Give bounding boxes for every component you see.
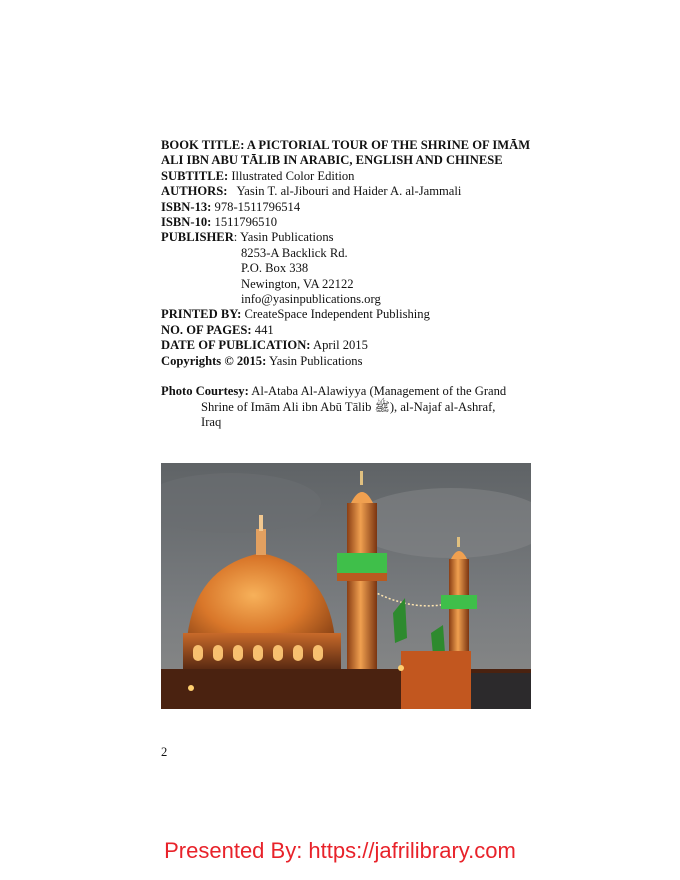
address-line: 8253-A Backlick Rd.	[241, 245, 348, 260]
printed-by-row: PRINTED BY: CreateSpace Independent Publishing	[161, 307, 430, 322]
page-number: 2	[161, 745, 168, 759]
authors-row: AUTHORS: Yasin T. al-Jibouri and Haider A. al-Jammali	[161, 184, 462, 199]
isbn13-row: ISBN-13: 978-1511796514	[161, 199, 301, 214]
footer-watermark: Presented By: https://jafrilibrary.com	[164, 838, 516, 863]
address-line: Newington, VA 22122	[241, 276, 354, 291]
pages-row: NO. OF PAGES: 441	[161, 322, 274, 337]
publisher-row: PUBLISHER: Yasin Publications	[161, 230, 334, 245]
isbn10-row: ISBN-10: 1511796510	[161, 215, 278, 230]
photo-courtesy: Photo Courtesy: Al-Ataba Al-Alawiyya (Management of the Grand Shrine of Imām Ali ibn Abū Tālib ﷺ), al-Najaf al-Ashraf, Iraq	[161, 384, 507, 429]
copyright-row: Copyrights © 2015: Yasin Publications	[161, 353, 363, 368]
email-line: info@yasinpublications.org	[241, 292, 381, 307]
shrine-photo	[161, 463, 531, 709]
address-line: P.O. Box 338	[241, 261, 309, 276]
date-row: DATE OF PUBLICATION: April 2015	[161, 338, 368, 353]
subtitle-row: SUBTITLE: Illustrated Color Edition	[161, 168, 355, 183]
book-title: BOOK TITLE: A PICTORIAL TOUR OF THE SHRINE OF IMĀM ALI IBN ABU TĀLIB IN ARABIC, ENGLISH AND CHINESE	[161, 138, 531, 168]
copyright-page	[161, 138, 533, 430]
